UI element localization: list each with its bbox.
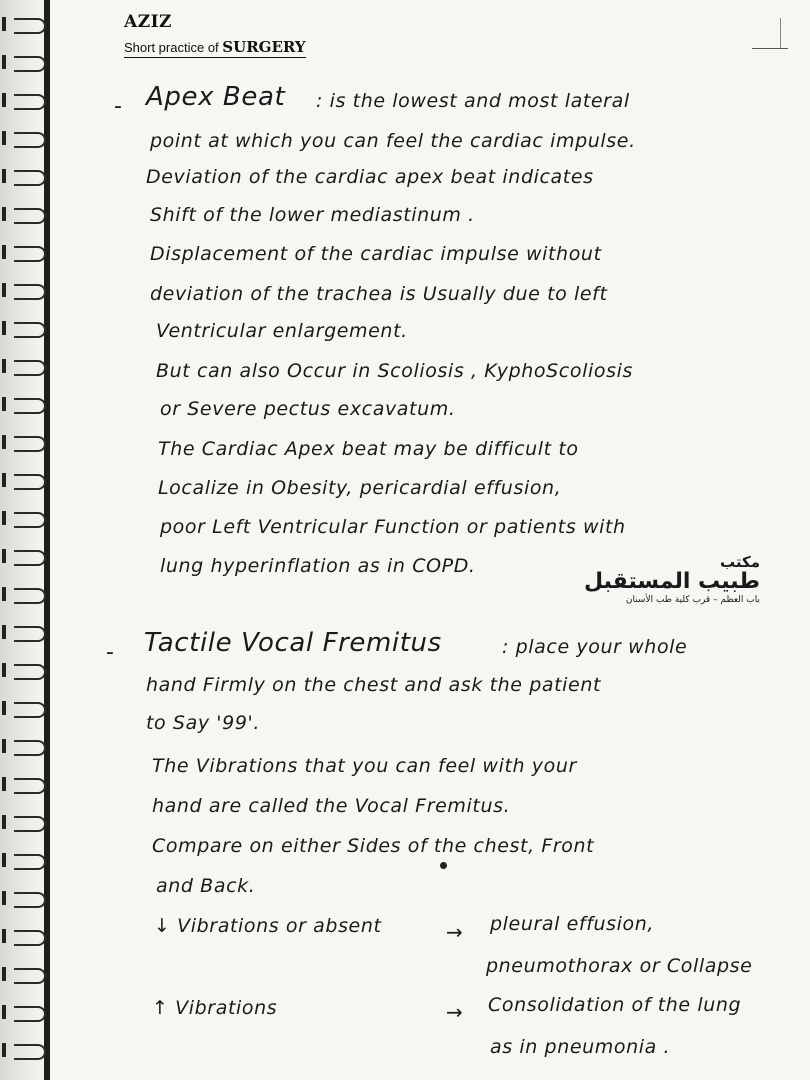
apex-line-10: The Cardiac Apex beat may be difficult to xyxy=(158,438,579,460)
binding-ring xyxy=(14,968,46,984)
binding-ring xyxy=(14,778,46,794)
tvf-line-7: and Back. xyxy=(156,875,256,897)
binding-ring xyxy=(14,816,46,832)
binding-hole xyxy=(2,435,6,449)
binding-hole xyxy=(2,169,6,183)
binding-ring xyxy=(14,1006,46,1022)
binding-hole xyxy=(2,815,6,829)
binding-hole xyxy=(2,397,6,411)
binding-ring xyxy=(14,930,46,946)
binding-hole xyxy=(2,663,6,677)
tvf-line-2: hand Firmly on the chest and ask the patient xyxy=(146,674,602,696)
stamp-line-1: مكتب xyxy=(719,553,760,571)
binding-ring xyxy=(14,208,46,224)
binding-hole xyxy=(2,1005,6,1019)
binding-ring xyxy=(14,512,46,528)
binding-ring xyxy=(14,892,46,908)
apex-line-8: But can also Occur in Scoliosis , KyphoScoliosis xyxy=(156,360,633,382)
binding-ring xyxy=(14,398,46,414)
apex-line-9: or Severe pectus excavatum. xyxy=(160,398,456,420)
stamp-line-2: طبيب المستقبل xyxy=(584,569,760,594)
stamp-line-3: باب العظم – قرب كلية طب الأسنان xyxy=(625,595,760,605)
binding-hole xyxy=(2,359,6,373)
brand-title: AZIZ xyxy=(124,12,172,32)
binding-ring xyxy=(14,702,46,718)
apex-bullet: - xyxy=(114,94,122,119)
apex-line-13: lung hyperinflation as in COPD. xyxy=(160,555,476,577)
binding-hole xyxy=(2,283,6,297)
apex-line-3: Deviation of the cardiac apex beat indicates xyxy=(146,166,594,188)
apex-line-4: Shift of the lower mediastinum . xyxy=(150,204,475,226)
apex-line-6: deviation of the trachea is Usually due to left xyxy=(150,283,608,305)
binding-ring xyxy=(14,56,46,72)
tvf-bullet: - xyxy=(106,640,114,665)
binding-hole xyxy=(2,245,6,259)
increased-result-1: Consolidation of the lung xyxy=(488,994,742,1016)
page-header xyxy=(124,12,306,58)
binding-ring xyxy=(14,18,46,34)
binding-ring xyxy=(14,360,46,376)
binding-hole xyxy=(2,1043,6,1057)
binding-hole xyxy=(2,321,6,335)
brand-subtitle xyxy=(124,38,306,58)
tvf-line-4: The Vibrations that you can feel with your xyxy=(152,755,577,777)
decreased-result-2: pneumothorax or Collapse xyxy=(486,955,753,977)
subtitle-prefix: Short practice of xyxy=(124,40,223,55)
binding-hole xyxy=(2,131,6,145)
binding-ring xyxy=(14,626,46,642)
binding-ring xyxy=(14,322,46,338)
tvf-line-5: hand are called the Vocal Fremitus. xyxy=(152,795,511,817)
binding-hole xyxy=(2,587,6,601)
binding-hole xyxy=(2,701,6,715)
binding-ring xyxy=(14,550,46,566)
binding-hole xyxy=(2,739,6,753)
binding-hole xyxy=(2,55,6,69)
binding-edge xyxy=(44,0,50,1080)
tvf-line-1: : place your whole xyxy=(502,636,688,658)
binding-hole xyxy=(2,967,6,981)
binding-hole xyxy=(2,625,6,639)
increased-arrow: → xyxy=(446,1000,463,1024)
binding-ring xyxy=(14,94,46,110)
binding-hole xyxy=(2,891,6,905)
binding-hole xyxy=(2,207,6,221)
binding-hole xyxy=(2,549,6,563)
binding-hole xyxy=(2,929,6,943)
binding-hole xyxy=(2,17,6,31)
binding-ring xyxy=(14,436,46,452)
corner-rule xyxy=(752,48,788,49)
decreased-vibrations-label: ↓ Vibrations or absent xyxy=(154,915,382,937)
binding-ring xyxy=(14,664,46,680)
apex-line-11: Localize in Obesity, pericardial effusion, xyxy=(158,477,562,499)
increased-vibrations-label: ↑ Vibrations xyxy=(152,997,278,1019)
binding-ring xyxy=(14,132,46,148)
binding-hole xyxy=(2,511,6,525)
tvf-line-6: Compare on either Sides of the chest, Front xyxy=(152,835,595,857)
subtitle-bold: SURGERY xyxy=(222,38,306,56)
corner-rule-vertical xyxy=(780,18,781,48)
binding-ring xyxy=(14,854,46,870)
tvf-title: Tactile Vocal Fremitus xyxy=(144,628,442,658)
bookshop-stamp xyxy=(580,554,760,606)
binding-ring xyxy=(14,1044,46,1060)
binding-ring xyxy=(14,170,46,186)
tvf-line-3: to Say '99'. xyxy=(146,712,260,734)
binding-ring xyxy=(14,284,46,300)
binding-ring xyxy=(14,740,46,756)
binding-hole xyxy=(2,93,6,107)
binding-ring xyxy=(14,246,46,262)
apex-line-7: Ventricular enlargement. xyxy=(156,320,408,342)
binding-hole xyxy=(2,473,6,487)
binding-hole xyxy=(2,777,6,791)
decreased-arrow: → xyxy=(446,920,463,944)
binding-hole xyxy=(2,853,6,867)
decreased-result-1: pleural effusion, xyxy=(490,913,655,935)
binding-ring xyxy=(14,588,46,604)
apex-line-12: poor Left Ventricular Function or patients with xyxy=(160,516,626,538)
apex-line-1: : is the lowest and most lateral xyxy=(316,90,630,112)
increased-result-2: as in pneumonia . xyxy=(490,1036,671,1058)
apex-title: Apex Beat xyxy=(146,82,286,112)
binding-ring xyxy=(14,474,46,490)
ink-dot xyxy=(440,862,447,869)
apex-line-5: Displacement of the cardiac impulse without xyxy=(150,243,602,265)
apex-line-2: point at which you can feel the cardiac impulse. xyxy=(150,130,636,152)
